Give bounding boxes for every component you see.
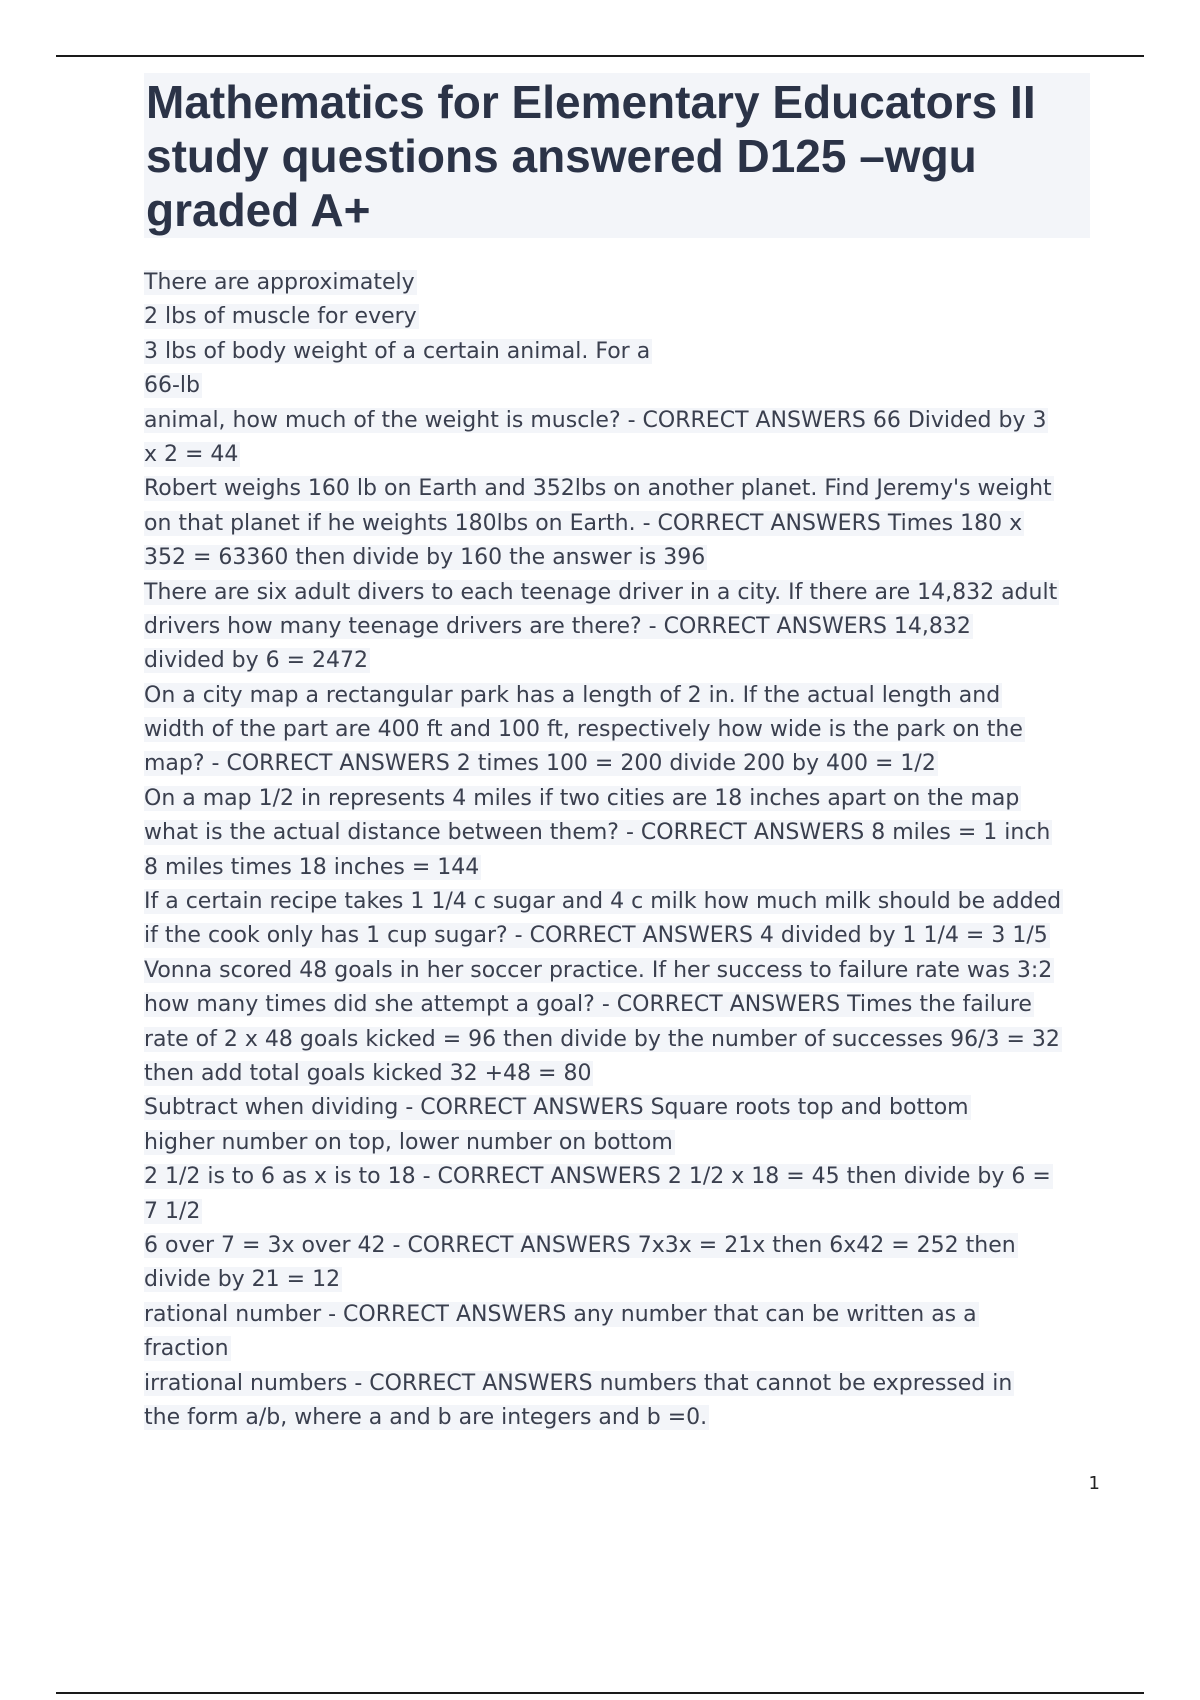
text-line: then add total goals kicked 32 +48 = 80 (144, 1060, 592, 1086)
text-line: higher number on top, lower number on bottom (144, 1129, 673, 1155)
text-line: On a city map a rectangular park has a length of 2 in. If the actual length and (144, 682, 1001, 708)
text-line: on that planet if he weights 180lbs on Earth. - CORRECT ANSWERS Times 180 x (144, 510, 1023, 536)
text-line: There are approximately (144, 270, 415, 295)
text-line: 2 lbs of muscle for every (144, 304, 417, 330)
text-line: 66-lb (144, 373, 201, 399)
text-line: animal, how much of the weight is muscle? - CORRECT ANSWERS 66 Divided by 3 (144, 407, 1047, 433)
text-line: divided by 6 = 2472 (144, 648, 369, 674)
text-line: 8 miles times 18 inches = 144 (144, 854, 480, 880)
text-line: Robert weighs 160 lb on Earth and 352lbs on another planet. Find Jeremy's weight (144, 476, 1052, 502)
text-line: 2 1/2 is to 6 as x is to 18 - CORRECT ANSWERS 2 1/2 x 18 = 45 then divide by 6 = (144, 1164, 1051, 1190)
document-body (144, 266, 1094, 1435)
text-line: If a certain recipe takes 1 1/4 c sugar and 4 c milk how much milk should be added (144, 889, 1062, 915)
text-line: irrational numbers - CORRECT ANSWERS numbers that cannot be expressed in (144, 1370, 1013, 1396)
page-top-rule (56, 55, 1144, 57)
text-line: rational number - CORRECT ANSWERS any number that can be written as a (144, 1301, 977, 1327)
text-line: 3 lbs of body weight of a certain animal. For a (144, 338, 651, 364)
document-title (144, 73, 1090, 238)
text-line: x 2 = 44 (144, 441, 239, 467)
text-line: rate of 2 x 48 goals kicked = 96 then divide by the number of successes 96/3 = 32 (144, 1026, 1060, 1052)
page-bottom-rule (56, 1692, 1144, 1694)
text-line: 352 = 63360 then divide by 160 the answer is 396 (144, 545, 706, 571)
title-line: graded A+ (146, 184, 371, 236)
text-line: Vonna scored 48 goals in her soccer practice. If her success to failure rate was 3:2 (144, 957, 1053, 983)
text-line: drivers how many teenage drivers are there? - CORRECT ANSWERS 14,832 (144, 613, 971, 639)
text-line: map? - CORRECT ANSWERS 2 times 100 = 200 divide 200 by 400 = 1/2 (144, 751, 936, 777)
text-line: Subtract when dividing - CORRECT ANSWERS Square roots top and bottom (144, 1095, 969, 1121)
title-line: study questions answered D125 –wgu (146, 130, 977, 182)
text-line: 7 1/2 (144, 1198, 201, 1224)
text-line: 6 over 7 = 3x over 42 - CORRECT ANSWERS 7x3x = 21x then 6x42 = 252 then (144, 1232, 1016, 1258)
text-line: the form a/b, where a and b are integers and b =0. (144, 1404, 708, 1430)
text-line: if the cook only has 1 cup sugar? - CORRECT ANSWERS 4 divided by 1 1/4 = 3 1/5 (144, 923, 1048, 949)
title-line: Mathematics for Elementary Educators II (146, 76, 1036, 128)
text-line: There are six adult divers to each teenage driver in a city. If there are 14,832 adult (144, 579, 1058, 605)
text-line: On a map 1/2 in represents 4 miles if two cities are 18 inches apart on the map (144, 785, 1020, 811)
text-line: width of the part are 400 ft and 100 ft, respectively how wide is the park on the (144, 717, 1023, 743)
text-line: fraction (144, 1336, 229, 1362)
text-line: what is the actual distance between them? - CORRECT ANSWERS 8 miles = 1 inch (144, 820, 1051, 846)
page-number: 1 (1088, 1473, 1100, 1494)
text-line: divide by 21 = 12 (144, 1267, 341, 1293)
text-line: how many times did she attempt a goal? - CORRECT ANSWERS Times the failure (144, 992, 1032, 1018)
